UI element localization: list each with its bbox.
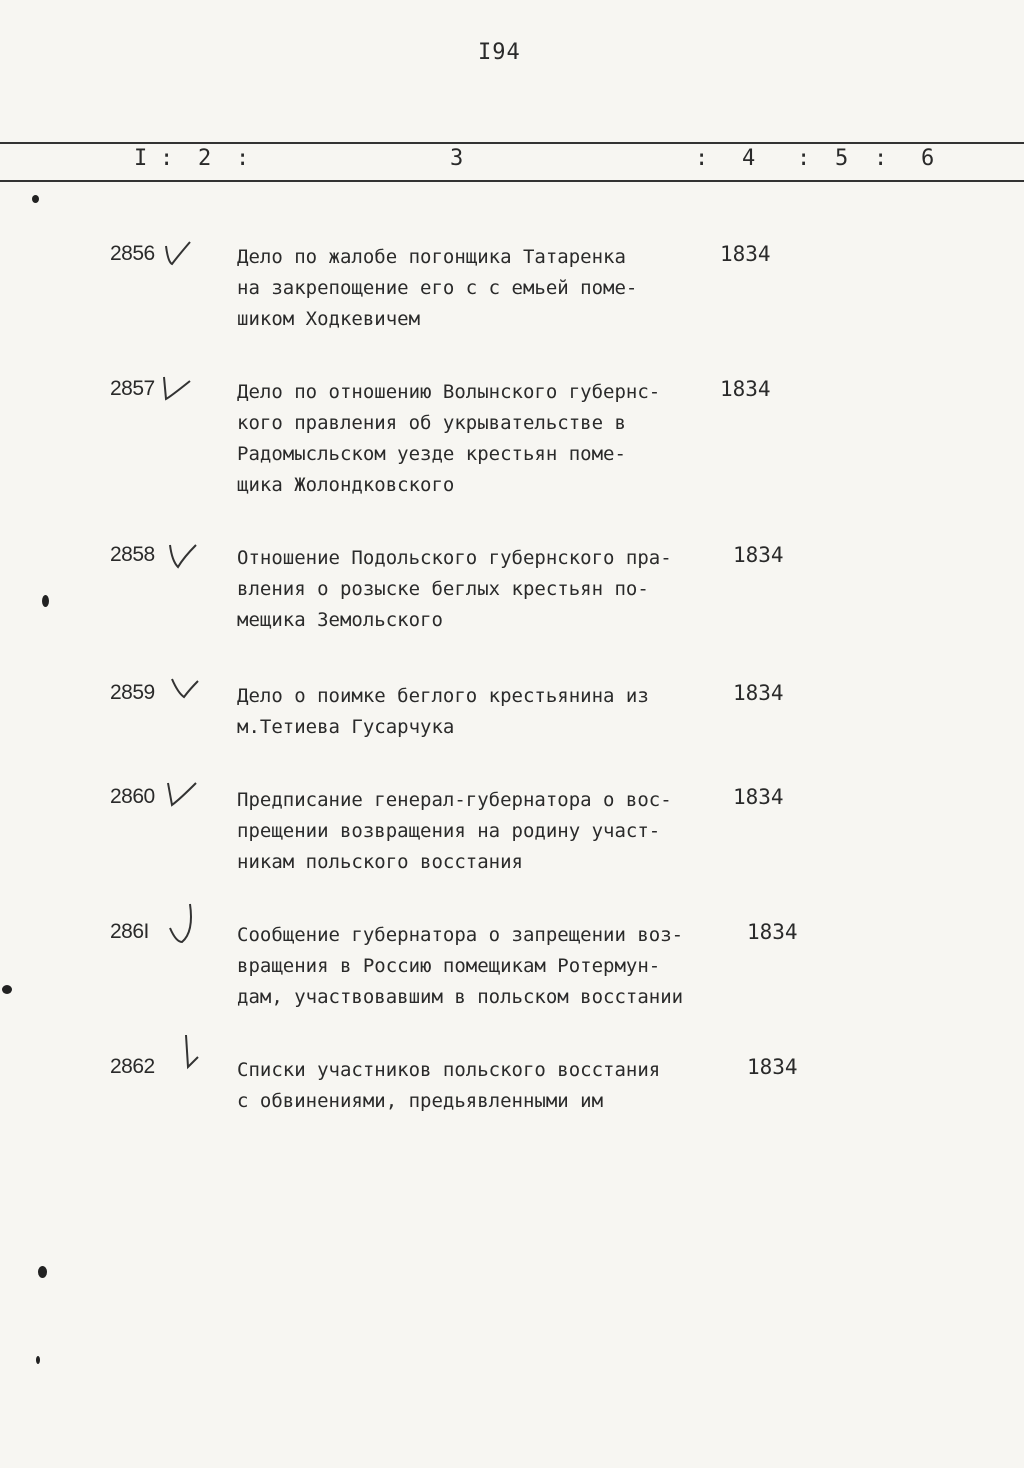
page-number: I94 <box>478 40 521 65</box>
entry-line: мещика Земольского <box>237 609 443 631</box>
scan-speck <box>32 195 39 203</box>
column-header-5: 5 <box>835 146 849 171</box>
column-separator: : <box>160 146 174 171</box>
entry-description <box>237 242 717 335</box>
entry-line: Дело о поимке беглого крестьянина из <box>237 685 649 707</box>
column-header-1: I <box>134 146 148 171</box>
scan-speck <box>36 1356 40 1364</box>
checkmark-icon <box>166 539 200 573</box>
entry-number: 2862 <box>110 1055 155 1078</box>
entry-description <box>237 377 717 501</box>
scan-speck <box>38 1266 47 1278</box>
entry-line: щика Жолондковского <box>237 474 455 496</box>
header-rule-bottom <box>0 180 1024 182</box>
entry-line: Сообщение губернатора о запрещении воз- <box>237 924 684 946</box>
entry-line: вращения в Россию помещикам Ротермун- <box>237 955 661 977</box>
column-separator: : <box>695 146 709 171</box>
column-header-2: 2 <box>198 146 212 171</box>
column-header-6: 6 <box>921 146 935 171</box>
entry-line: м.Тетиева Гусарчука <box>237 716 455 738</box>
checkmark-icon <box>160 373 194 407</box>
entry-line: прещении возвращения на родину участ- <box>237 820 661 842</box>
entry-description <box>237 1055 717 1117</box>
entry-line: Дело по жалобе погонщика Татаренка <box>237 246 626 268</box>
entry-year: 1834 <box>720 377 771 401</box>
checkmark-icon <box>164 781 198 815</box>
scan-speck <box>42 595 49 607</box>
entry-year: 1834 <box>733 543 784 567</box>
entry-line: Списки участников польского восстания <box>237 1059 661 1081</box>
entry-line: кого правления об укрывательстве в <box>237 412 626 434</box>
entry-number: 286I <box>110 920 149 943</box>
entry-line: никам польского восстания <box>237 851 523 873</box>
entry-line: дам, участвовавшим в польском восстании <box>237 986 684 1008</box>
entry-number: 2859 <box>110 681 155 704</box>
header-rule-top <box>0 142 1024 144</box>
entry-line: вления о розыске беглых крестьян по- <box>237 578 649 600</box>
entry-description <box>237 920 717 1013</box>
entry-year: 1834 <box>747 1055 798 1079</box>
entry-number: 2856 <box>110 242 155 265</box>
entry-description <box>237 681 717 743</box>
entry-line: Дело по отношению Волынского губернс- <box>237 381 661 403</box>
column-header-4: 4 <box>742 146 756 171</box>
entry-number: 2858 <box>110 543 155 566</box>
column-header-3: 3 <box>450 146 464 171</box>
entry-line: шиком Ходкевичем <box>237 308 421 330</box>
checkmark-icon <box>166 902 200 946</box>
entry-year: 1834 <box>747 920 798 944</box>
scan-speck <box>2 985 12 994</box>
entry-description <box>237 543 717 636</box>
column-separator: : <box>797 146 811 171</box>
entry-line: Предписание генерал-губернатора о вос- <box>237 789 672 811</box>
entry-year: 1834 <box>733 785 784 809</box>
checkmark-icon <box>180 1033 214 1077</box>
checkmark-icon <box>160 238 194 272</box>
entry-line: Отношение Подольского губернского пра- <box>237 547 672 569</box>
entry-description <box>237 785 717 878</box>
entry-line: на закрепощение его с с емьей поме- <box>237 277 638 299</box>
entry-year: 1834 <box>733 681 784 705</box>
entry-year: 1834 <box>720 242 771 266</box>
entry-line: Радомысльском уезде крестьян поме- <box>237 443 626 465</box>
checkmark-icon <box>168 677 202 711</box>
entry-number: 2860 <box>110 785 155 808</box>
entry-number: 2857 <box>110 377 155 400</box>
column-separator: : <box>236 146 250 171</box>
column-separator: : <box>874 146 888 171</box>
entry-line: с обвинениями, предьявленными им <box>237 1090 604 1112</box>
